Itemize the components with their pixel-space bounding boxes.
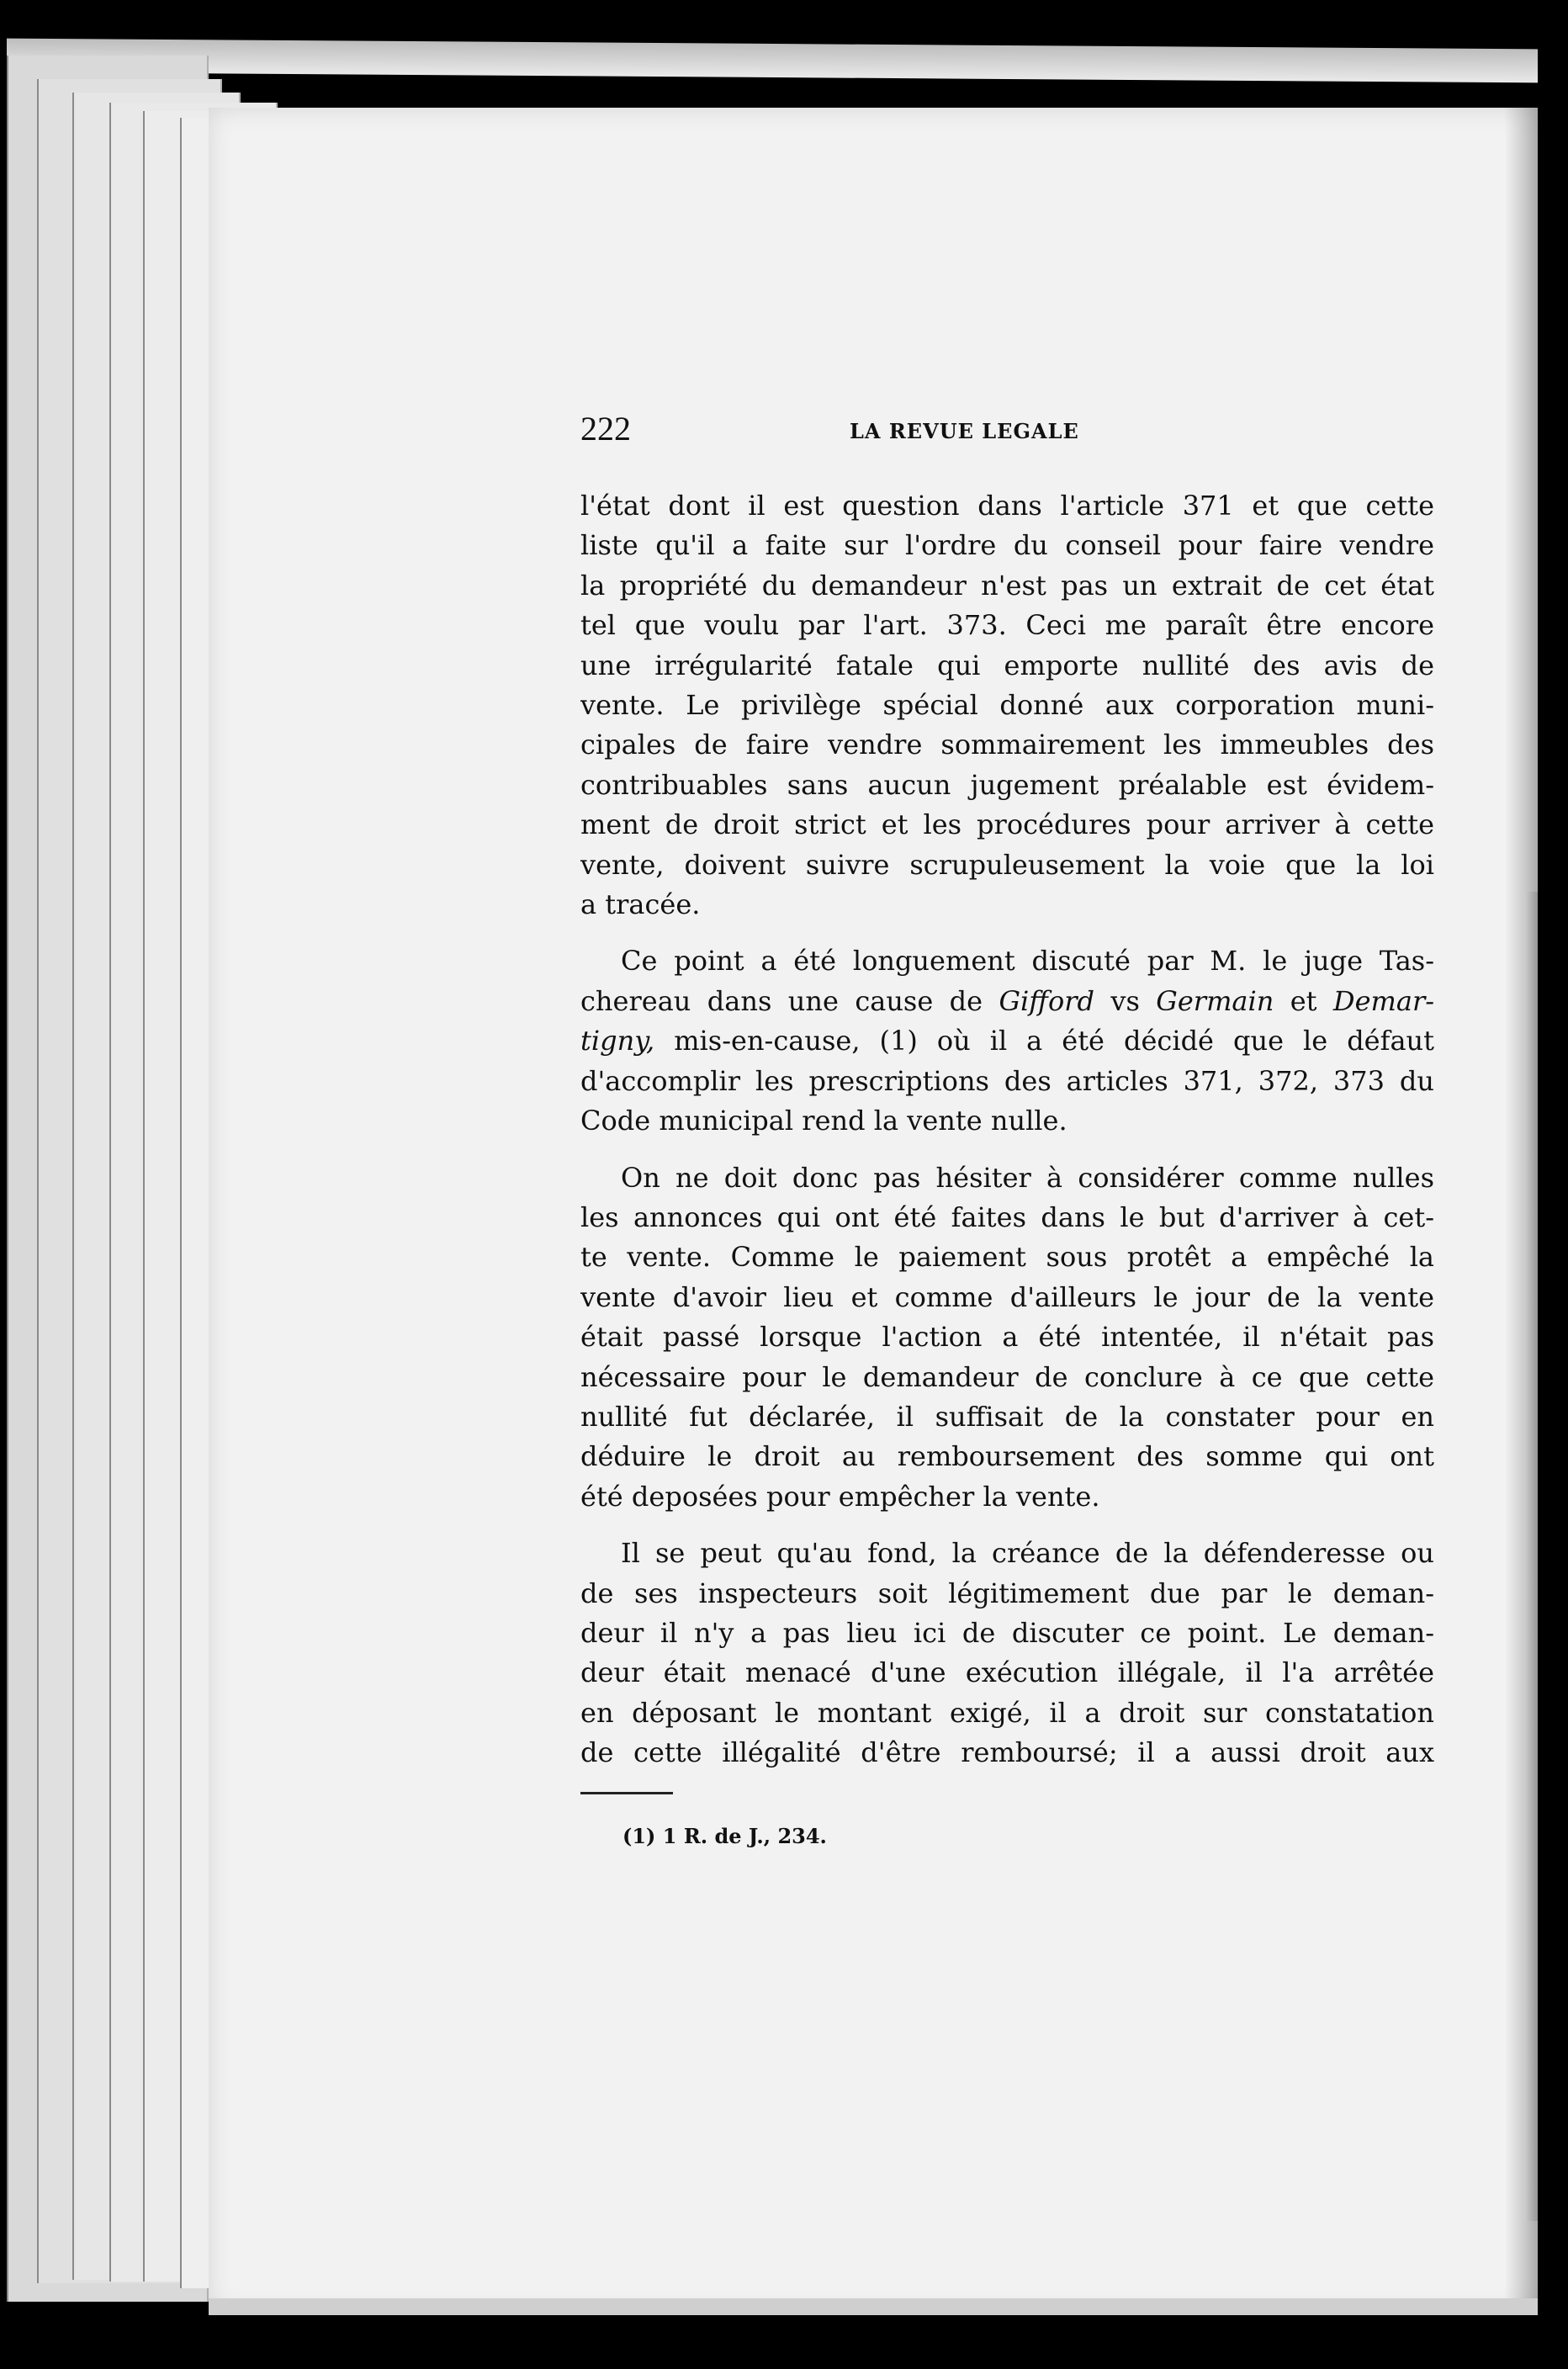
text-line: liste qu'il a faite sur l'ordre du conseil pour faire vendre <box>580 529 1434 562</box>
footnote-rule <box>580 1792 673 1794</box>
footnote: (1) 1 R. de J., 234. <box>622 1824 827 1848</box>
text-line: cipales de faire vendre sommairement les immeubles des <box>580 729 1434 761</box>
scan-border <box>1538 0 1568 2369</box>
text-line: les annonces qui ont été faites dans le but d'arriver à cet- <box>580 1200 1434 1233</box>
paragraph <box>580 1534 1434 1773</box>
paragraph <box>580 1158 1434 1518</box>
text-line: deur était menacé d'une exécution illégale, il l'a arrêtée <box>580 1656 1434 1689</box>
bottom-page-edge <box>209 2298 1538 2315</box>
text-line: une irrégularité fatale qui emporte nullité des avis de <box>580 649 1434 681</box>
text-line: de cette illégalité d'être remboursé; il a aussi droit aux <box>580 1736 1434 1769</box>
running-title: LA REVUE LEGALE <box>850 419 1079 443</box>
paragraph <box>580 486 1434 925</box>
text-line: nécessaire pour le demandeur de conclure à ce que cette <box>580 1360 1434 1393</box>
text-line: nullité fut déclarée, il suffisait de la constater pour en <box>580 1400 1434 1433</box>
text-line: était passé lorsque l'action a été intentée, il n'était pas <box>580 1321 1434 1354</box>
page-number: 222 <box>580 410 631 448</box>
text-line: tigny, mis-en-cause, (1) où il a été décidé que le défaut <box>580 1025 1434 1057</box>
text-line: a tracée. <box>580 888 701 921</box>
text-line: ment de droit strict et les procédures pour arriver à cette <box>580 808 1434 841</box>
text-line: tel que voulu par l'art. 373. Ceci me paraît être encore <box>580 609 1434 642</box>
text-line: vente d'avoir lieu et comme d'ailleurs le jour de la vente <box>580 1280 1434 1313</box>
text-line: l'état dont il est question dans l'article 371 et que cette <box>580 490 1434 522</box>
text-line: te vente. Comme le paiement sous protêt a empêché la <box>580 1241 1434 1274</box>
paragraph <box>580 941 1434 1141</box>
body-text <box>580 486 1434 1790</box>
text-line: été deposées pour empêcher la vente. <box>580 1480 1100 1513</box>
text-line: de ses inspecteurs soit légitimement due par le deman- <box>580 1577 1434 1609</box>
text-line: déduire le droit au remboursement des somme qui ont <box>580 1440 1434 1473</box>
text-line: vente. Le privilège spécial donné aux corporation muni- <box>580 689 1434 722</box>
text-line: la propriété du demandeur n'est pas un extrait de cet état <box>580 569 1434 602</box>
text-line: Ce point a été longuement discuté par M. le juge Tas- <box>621 945 1434 978</box>
text-line: deur il n'y a pas lieu ici de discuter ce point. Le deman- <box>580 1616 1434 1649</box>
text-line: On ne doit donc pas hésiter à considérer comme nulles <box>621 1161 1434 1194</box>
text-line: chereau dans une cause de Gifford vs Germain et Demar- <box>580 984 1434 1017</box>
text-line: en déposant le montant exigé, il a droit sur constatation <box>580 1696 1434 1729</box>
text-line: Code municipal rend la vente nulle. <box>580 1105 1067 1137</box>
text-line: d'accomplir les prescriptions des articles 371, 372, 373 du <box>580 1064 1434 1097</box>
running-head <box>580 409 1434 459</box>
text-line: vente, doivent suivre scrupuleusement la voie que la loi <box>580 848 1434 881</box>
top-page-edge <box>7 39 1538 83</box>
text-line: Il se peut qu'au fond, la créance de la défenderesse ou <box>621 1537 1434 1570</box>
text-line: contribuables sans aucun jugement préalable est évidem- <box>580 768 1434 801</box>
